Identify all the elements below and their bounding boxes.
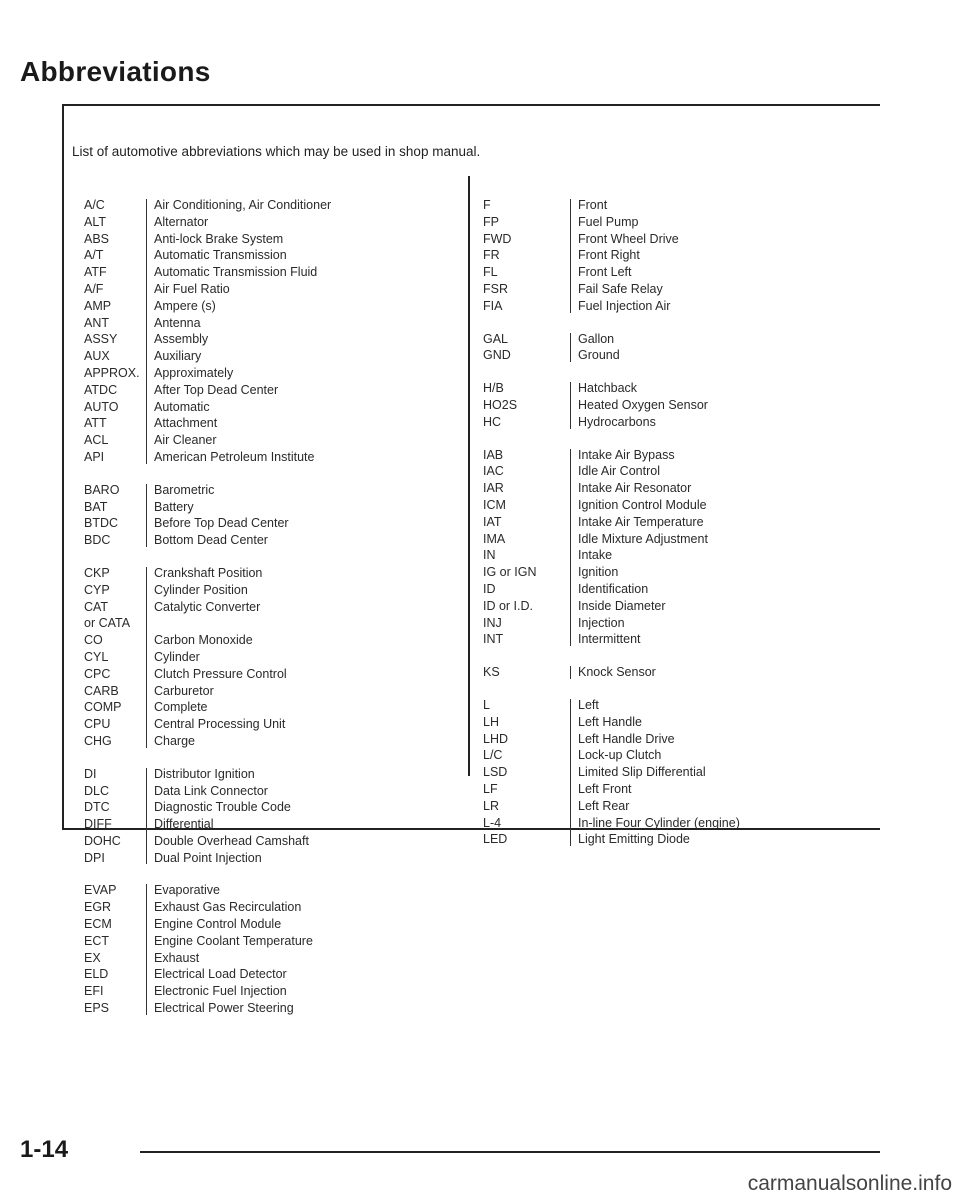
definition-text: Electrical Power Steering <box>154 1001 294 1016</box>
abbreviation-text: IN <box>483 548 496 563</box>
page-number: 1-14 <box>20 1136 69 1163</box>
abbreviation-text: CPU <box>84 717 111 732</box>
abbreviation-text: DIFF <box>84 817 112 832</box>
abbreviation-text: AMP <box>84 298 112 313</box>
right-definition-group <box>570 197 870 315</box>
definition-text: Complete <box>154 700 208 715</box>
abbreviation-text: ATF <box>84 265 107 280</box>
definition-text: Air Conditioning, Air Conditioner <box>154 198 332 212</box>
definition-text: Attachment <box>154 416 218 431</box>
abbreviation-text: DLC <box>84 783 110 798</box>
abbreviation-text: L/C <box>483 748 503 763</box>
abbreviation-text: H/B <box>483 381 504 396</box>
definition-text: Intermittent <box>578 632 641 647</box>
definition-text: Knock Sensor <box>578 665 656 680</box>
abbreviation-text: ACL <box>84 433 109 448</box>
right-abbreviation-group <box>483 197 573 315</box>
definition-text: Electrical Load Detector <box>154 967 287 982</box>
abbreviation-text: INT <box>483 632 504 647</box>
definition-text: Approximately <box>154 365 234 380</box>
abbreviation-text: CKP <box>84 565 110 580</box>
definition-text: Engine Control Module <box>154 917 282 932</box>
definition-text: Air Cleaner <box>154 433 217 448</box>
definition-text: Bottom Dead Center <box>154 533 268 548</box>
abbreviation-text: ATDC <box>84 382 118 397</box>
abbreviation-text: LH <box>483 714 499 729</box>
abbreviation-text: FP <box>483 214 499 229</box>
definition-text: Hatchback <box>578 381 638 396</box>
definition-text: Barometric <box>154 482 215 497</box>
abbreviation-text: LF <box>483 781 498 796</box>
abbreviation-text: FR <box>483 248 500 263</box>
definition-text: Before Top Dead Center <box>154 516 289 531</box>
abbreviation-text: F <box>483 198 491 212</box>
abbreviation-text: L-4 <box>483 815 502 830</box>
abbreviation-text: IAC <box>483 464 504 479</box>
abbreviation-text: HO2S <box>483 397 518 412</box>
definition-text: Left Handle <box>578 714 642 729</box>
abbreviation-text: ID <box>483 581 496 596</box>
right-definition-group <box>570 447 870 649</box>
page-title: Abbreviations <box>20 56 211 87</box>
abbreviation-text: AUTO <box>84 399 119 414</box>
abbreviation-text: CHG <box>84 733 112 748</box>
right-definition-group <box>570 664 870 681</box>
definition-text: Left Handle Drive <box>578 731 675 746</box>
abbreviation-text: ECM <box>84 917 112 932</box>
definition-text: Anti-lock Brake System <box>154 231 284 246</box>
abbreviation-text: AUX <box>84 349 110 364</box>
definition-text: Crankshaft Position <box>154 565 263 580</box>
abbreviation-text: FIA <box>483 298 503 313</box>
definition-text: Idle Mixture Adjustment <box>578 531 708 546</box>
abbreviation-text: DTC <box>84 800 110 815</box>
definition-text: Engine Coolant Temperature <box>154 933 313 948</box>
abbreviation-text: ASSY <box>84 332 118 347</box>
definition-text: Intake <box>578 548 613 563</box>
abbreviation-text: LED <box>483 832 508 847</box>
definition-text: Automatic Transmission <box>154 248 287 263</box>
right-abbreviation-group <box>483 447 573 649</box>
definition-text: Automatic Transmission Fluid <box>154 265 318 280</box>
definition-text: Evaporative <box>154 883 221 898</box>
definition-text: Inside Diameter <box>578 598 666 613</box>
definition-text: Data Link Connector <box>154 783 268 798</box>
intro-text: List of automotive abbreviations which may be used in shop manual. <box>72 144 481 159</box>
abbreviation-text: A/F <box>84 281 104 296</box>
abbreviation-text: LSD <box>483 765 508 780</box>
left-definition-group <box>146 197 446 466</box>
footer-rule <box>140 1151 880 1153</box>
definition-text: Air Fuel Ratio <box>154 281 230 296</box>
abbreviation-text: BTDC <box>84 516 119 531</box>
abbreviation-text: IAT <box>483 514 502 529</box>
abbreviation-text: API <box>84 449 105 464</box>
definition-text: Exhaust Gas Recirculation <box>154 900 302 915</box>
abbreviation-text: BAT <box>84 499 108 514</box>
abbreviation-text: IG or IGN <box>483 565 537 580</box>
abbreviation-text: IAB <box>483 447 504 462</box>
definition-text: Electronic Fuel Injection <box>154 984 287 999</box>
definition-text: Cylinder <box>154 649 200 664</box>
definition-text: Light Emitting Diode <box>578 832 690 847</box>
left-definition-group <box>146 766 446 867</box>
left-definition-group <box>146 882 446 1016</box>
right-abbreviation-column <box>483 197 573 848</box>
abbreviation-text: BARO <box>84 482 120 497</box>
definition-text: Carbon Monoxide <box>154 633 253 648</box>
abbreviation-text: COMP <box>84 700 122 715</box>
abbreviation-text: APPROX. <box>84 365 140 380</box>
abbreviation-text: A/C <box>84 198 105 212</box>
right-definition-group <box>570 697 870 848</box>
definition-text: Lock-up Clutch <box>578 748 662 763</box>
abbreviation-text: EPS <box>84 1001 110 1016</box>
abbreviation-text: ATT <box>84 416 107 431</box>
abbreviation-text: CARB <box>84 683 119 698</box>
abbreviation-text: EGR <box>84 900 112 915</box>
abbreviation-text: FSR <box>483 281 508 296</box>
definition-text: Ignition Control Module <box>578 497 707 512</box>
abbreviation-text: CPC <box>84 666 111 681</box>
definition-text: Hydrocarbons <box>578 414 656 429</box>
definition-text: Diagnostic Trouble Code <box>154 800 291 815</box>
abbreviation-text: BDC <box>84 533 111 548</box>
right-definition-column <box>570 197 870 848</box>
abbreviation-text: DOHC <box>84 833 121 848</box>
definition-text: Antenna <box>154 315 201 330</box>
watermark: carmanualsonline.info <box>747 1172 952 1195</box>
abbreviation-text: L <box>483 697 490 712</box>
abbreviation-text: or CATA <box>84 616 131 631</box>
left-definition-group <box>146 565 446 750</box>
definition-text: Differential <box>154 817 214 832</box>
right-definition-group <box>570 331 870 365</box>
definition-text: Injection <box>578 615 625 630</box>
right-abbreviation-group <box>483 331 573 365</box>
definition-text: Assembly <box>154 332 209 347</box>
abbreviation-text: LHD <box>483 731 509 746</box>
abbreviation-text: CYL <box>84 649 109 664</box>
definition-text <box>154 615 446 632</box>
definition-text: Identification <box>578 581 649 596</box>
definition-text: Ampere (s) <box>154 298 216 313</box>
definition-text: Fuel Injection Air <box>578 298 671 313</box>
definition-text: Alternator <box>154 214 209 229</box>
definition-text: Double Overhead Camshaft <box>154 833 309 848</box>
definition-text: Front Right <box>578 248 640 263</box>
definition-text: Left Front <box>578 781 632 796</box>
column-divider <box>468 176 470 776</box>
abbreviation-text: ABS <box>84 231 110 246</box>
definition-text: Fuel Pump <box>578 214 639 229</box>
abbreviation-text: EX <box>84 950 101 965</box>
abbreviation-text: A/T <box>84 248 104 263</box>
definition-text: Ignition <box>578 565 619 580</box>
abbreviation-text: KS <box>483 665 500 680</box>
definition-text: Gallon <box>578 331 615 346</box>
abbreviation-text: ALT <box>84 214 106 229</box>
definition-text: Clutch Pressure Control <box>154 666 287 681</box>
definition-text: Front <box>578 198 608 212</box>
abbreviation-text: EVAP <box>84 883 117 898</box>
abbreviation-text: IAR <box>483 481 504 496</box>
definition-text: After Top Dead Center <box>154 382 279 397</box>
abbreviation-text: CYP <box>84 582 110 597</box>
definition-text: Central Processing Unit <box>154 717 286 732</box>
abbreviation-text: ANT <box>84 315 109 330</box>
abbreviation-text: CO <box>84 633 103 648</box>
definition-text: Intake Air Resonator <box>578 481 692 496</box>
abbreviation-text: DI <box>84 766 97 781</box>
right-definition-group <box>570 380 870 430</box>
abbreviation-text: ECT <box>84 933 109 948</box>
abbreviation-text: FWD <box>483 231 512 246</box>
definition-text: Left <box>578 697 599 712</box>
definition-text: Charge <box>154 733 195 748</box>
definition-text: Intake Air Bypass <box>578 447 675 462</box>
abbreviation-text: ELD <box>84 967 109 982</box>
definition-text: Catalytic Converter <box>154 599 261 614</box>
left-definition-group <box>146 482 446 549</box>
definition-text: Front Left <box>578 265 632 280</box>
abbreviation-text: GAL <box>483 331 509 346</box>
abbreviation-text: ID or I.D. <box>483 598 534 613</box>
definition-text: Battery <box>154 499 194 514</box>
abbreviation-text: DPI <box>84 850 105 865</box>
definition-text: Dual Point Injection <box>154 850 262 865</box>
definition-text: Distributor Ignition <box>154 766 255 781</box>
right-abbreviation-group <box>483 380 573 430</box>
definition-text: Left Rear <box>578 798 630 813</box>
definition-text: Idle Air Control <box>578 464 660 479</box>
definition-text: Front Wheel Drive <box>578 231 679 246</box>
abbreviation-text: FL <box>483 265 498 280</box>
definition-text: Automatic <box>154 399 210 414</box>
definition-text: American Petroleum Institute <box>154 449 315 464</box>
definition-text: Limited Slip Differential <box>578 765 706 780</box>
abbreviation-text: IMA <box>483 531 506 546</box>
definition-text: Auxiliary <box>154 349 202 364</box>
right-abbreviation-group <box>483 664 573 681</box>
abbreviation-text: CAT <box>84 599 109 614</box>
definition-text: Cylinder Position <box>154 582 248 597</box>
abbreviation-text: GND <box>483 348 511 363</box>
abbreviation-text: ICM <box>483 497 506 512</box>
definition-text: In-line Four Cylinder (engine) <box>578 815 740 830</box>
definition-text: Carburetor <box>154 683 214 698</box>
abbreviation-text: EFI <box>84 984 104 999</box>
definition-text: Ground <box>578 348 620 363</box>
abbreviation-text: INJ <box>483 615 502 630</box>
definition-text: Heated Oxygen Sensor <box>578 397 708 412</box>
left-definition-column <box>146 197 446 1017</box>
definition-text: Fail Safe Relay <box>578 281 663 296</box>
abbreviation-text: HC <box>483 414 502 429</box>
abbreviation-text: LR <box>483 798 499 813</box>
definition-text: Intake Air Temperature <box>578 514 704 529</box>
right-abbreviation-group <box>483 697 573 848</box>
definition-text: Exhaust <box>154 950 200 965</box>
